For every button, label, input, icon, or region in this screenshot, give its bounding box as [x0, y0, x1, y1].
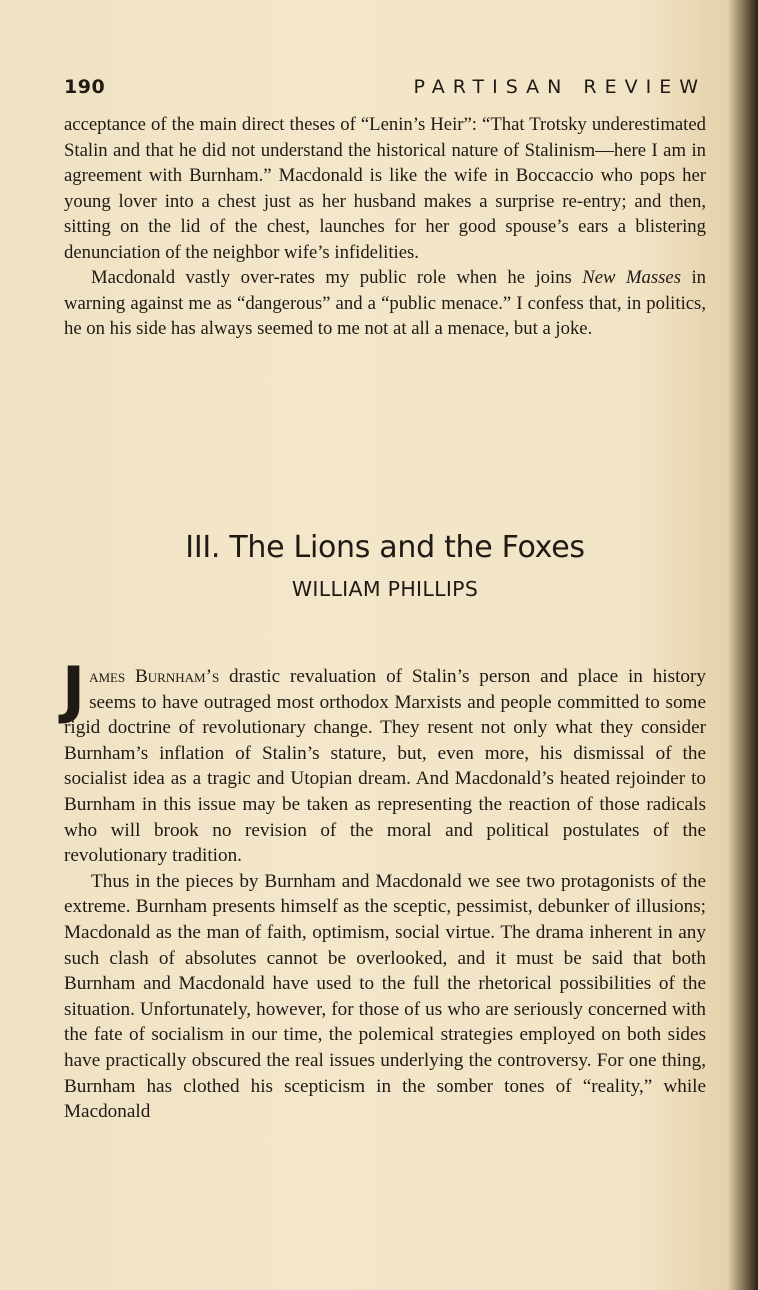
paragraph [62, 653, 706, 869]
opening-words: ames Burnham’s [89, 666, 220, 687]
page-header [64, 76, 706, 104]
section-title: III. The Lions and the Foxes [185, 530, 585, 565]
article-body [62, 653, 706, 1125]
running-head: PARTISAN REVIEW [413, 76, 706, 98]
publication-title: New Masses [582, 267, 681, 288]
text-run: Macdonald vastly over-rates my public role when he joins [91, 267, 583, 288]
page-number: 190 [64, 76, 106, 98]
text-run: in warning against me as “dangerous” and a “public menace.” I confess that, in politics, he on his side has always seemed to me not at all a menace, but a joke. [64, 267, 706, 339]
text-run: drastic revaluation of Stalin’s person and place in history seems to have outraged most orthodox Marxists and people committed to some rigid doctrine of revolutionary change. They resent not only what they consider Burnham’s inflation of Stalin’s stature, but, even more, his dismissal of the socialist idea as a tragic and Utopian dream. And Macdonald’s heated rejoinder to Burnham in this issue may be taken as representing the reaction of those radicals who will brook no revision of the moral and political postulates of the revolutionary tradition. [64, 666, 706, 867]
author-byline: WILLIAM PHILLIPS [291, 577, 479, 601]
paragraph [64, 265, 706, 342]
paragraph: acceptance of the main direct theses of “Lenin’s Heir”: “That Trotsky underestimated Stalin and that he did not understand the historical nature of Stalinism—here I am in agreement with Burnham.” Macdonald is like the wife in Boccaccio who pops her young lover into a chest just as her husband makes a surprise re-entry; and then, sitting on the lid of the chest, launches for her good spouse’s ears a blistering denunciation of the neighbor wife’s infidelities. [64, 114, 706, 263]
continued-text [64, 112, 706, 342]
drop-cap: J [62, 653, 86, 726]
paragraph: Thus in the pieces by Burnham and Macdonald we see two protagonists of the extreme. Burnham presents himself as the sceptic, pessimist, debunker of illusions; Macdonald as the man of faith, optimism, social virtue. The drama inherent in any such clash of absolutes cannot be overlooked, and it must be said that both Burnham and Macdonald have used to the full the rhetorical possibilities of the situation. Unfortunately, however, for those of us who are seriously concerned with the fate of socialism in our time, the polemical strategies employed on both sides have practically obscured the real issues underlying the controversy. For one thing, Burnham has clothed his scepticism in the somber tones of “reality,” while Macdonald [64, 870, 706, 1123]
